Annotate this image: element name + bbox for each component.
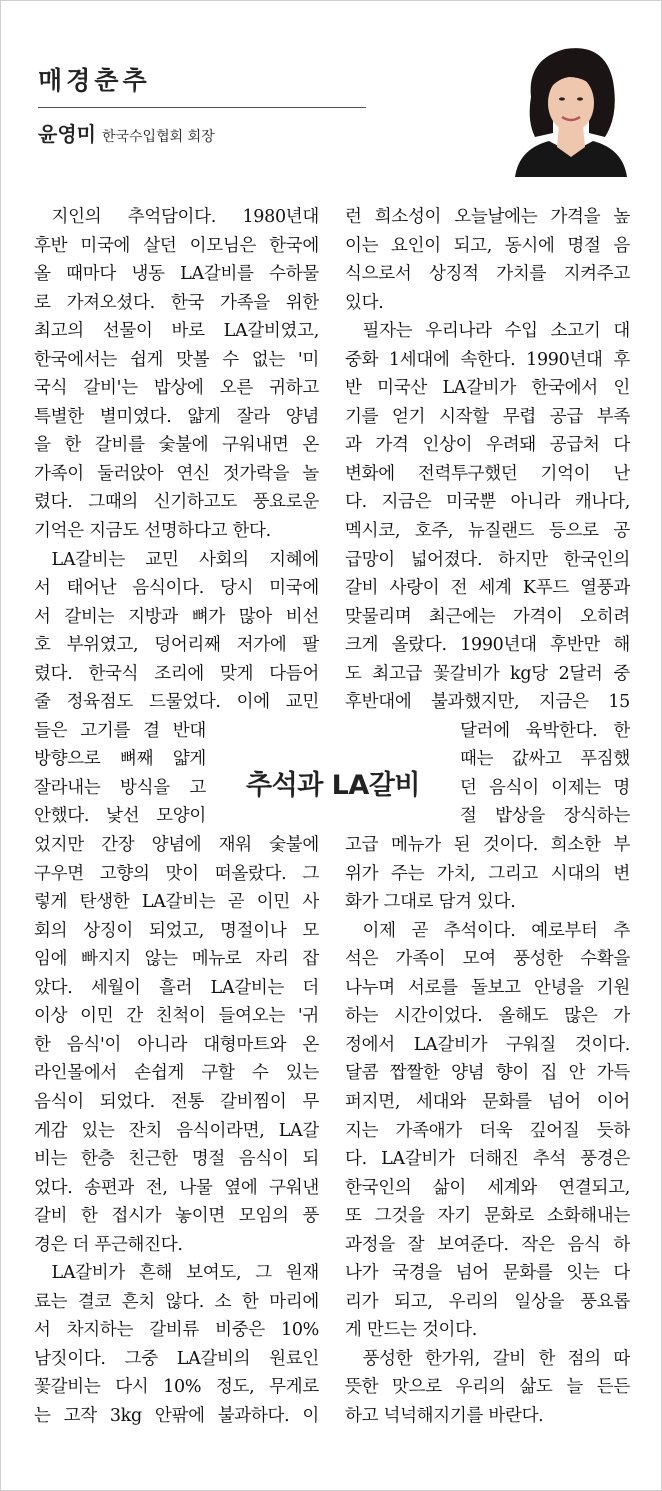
- article-line: 또 그것을 자기 문화로 소화해내는: [345, 1206, 630, 1227]
- article-line: 방향으로 뼈째 얇게: [34, 749, 206, 770]
- article-line: 국식 갈비'는 밥상에 오른 귀하고: [34, 378, 319, 399]
- portrait-eye-right: [577, 97, 583, 100]
- article-line: 라인몰에서 손쉽게 구할 수 있는: [34, 1063, 319, 1084]
- article-line: 있다.: [345, 292, 384, 313]
- article-line: 었다. 송편과 전, 나물 옆에 구워낸: [34, 1177, 319, 1198]
- article-line: 석은 가족이 모여 풍성한 수확을: [345, 949, 630, 970]
- article-line: 변화에 전력투구했던 기억이 난: [345, 463, 630, 484]
- article-line: 서 갈비는 지방과 뼈가 많아 비선: [34, 606, 319, 627]
- article-line: 았다. 세월이 흘러 LA갈비는 더: [34, 977, 319, 998]
- article-line: 나가 국경을 넘어 문화를 잇는 다: [345, 1263, 630, 1284]
- article-line: 달러에 육박한다. 한: [460, 720, 630, 741]
- article-line: 도 최고급 꽃갈비가 kg당 2달러 중: [345, 663, 630, 684]
- article-line: 리가 되고, 우리의 일상을 풍요롭: [345, 1291, 630, 1312]
- article-line: 비는 한층 친근한 명절 음식이 되: [34, 1149, 319, 1170]
- article-line: 때는 값싸고 푸짐했: [460, 749, 630, 770]
- article-line: 후반대에 불과했지만, 지금은 15: [345, 692, 630, 713]
- article-line: 특별한 별미였다. 얇게 잘라 양념: [34, 406, 319, 427]
- article-line: 급망이 넓어졌다. 하지만 한국인의: [345, 549, 630, 570]
- article-line: 기억은 지금도 선명하다고 한다.: [34, 521, 271, 542]
- article-line: 는 고작 3kg 안팎에 불과하다. 이: [34, 1405, 319, 1426]
- byline: [38, 118, 215, 147]
- article-line: 과정을 잘 보여준다. 작은 음식 하: [345, 1234, 630, 1255]
- article-line: 남짓이다. 그중 LA갈비의 원료인: [34, 1348, 319, 1369]
- article-line: 갈비 한 접시가 놓이면 모임의 풍: [34, 1206, 319, 1227]
- article-line: 게감 있는 잔치 음식이라면, LA갈: [34, 1120, 319, 1141]
- article-line: 중화 1세대에 속한다. 1990년대 후: [345, 349, 630, 370]
- article-line: 꽃갈비는 다시 10% 정도, 무게로: [34, 1377, 319, 1398]
- article-line: 반 미국산 LA갈비가 한국에서 인: [345, 378, 630, 399]
- article-column-right: [345, 203, 630, 1431]
- article-line: 크게 올랐다. 1990년대 후반만 해: [345, 635, 630, 656]
- article-line: 구우면 고향의 맛이 떠올랐다. 그: [34, 863, 319, 884]
- article-line: 고급 메뉴가 된 것이다. 희소한 부: [345, 835, 630, 856]
- article-line: 서 태어난 음식이다. 당시 미국에: [34, 578, 319, 599]
- article-line: 렸다. 그때의 신기하고도 풍요로운: [34, 492, 319, 513]
- article-column-left: [34, 203, 319, 1431]
- article-line: 기를 얻기 시작할 무렵 공급 부족: [345, 406, 630, 427]
- article-line: 들은 고기를 결 반대: [34, 720, 206, 741]
- article-line: 식으로서 상징적 가치를 지켜주고: [345, 264, 630, 285]
- article-line: 로 가져오셨다. 한국 가족을 위한: [34, 292, 319, 313]
- article-line: 이제 곧 추석이다. 예로부터 추: [362, 920, 630, 941]
- article-line: 하고 넉넉해지기를 바란다.: [345, 1405, 544, 1426]
- article-line: 회의 상징이 되었고, 명절이나 모: [34, 920, 319, 941]
- article-line: 임에 빠지지 않는 메뉴로 자리 잡: [34, 949, 319, 970]
- article-line: 한국에서는 쉽게 맛볼 수 없는 '미: [34, 349, 319, 370]
- article-line: 료는 결코 흔치 않다. 소 한 마리에: [34, 1291, 319, 1312]
- article-line: LA갈비가 흔해 보여도, 그 원재: [51, 1263, 319, 1284]
- column-title: 매경춘추: [38, 66, 151, 95]
- author-name: 윤영미: [38, 122, 96, 146]
- article-line: 화가 그대로 담겨 있다.: [345, 892, 516, 913]
- article-line: 잘라내는 방식을 고: [34, 777, 206, 798]
- article-line: 갈비 사랑이 전 세계 K푸드 열풍과: [345, 578, 630, 599]
- article-line: 멕시코, 호주, 뉴질랜드 등으로 공: [345, 521, 630, 542]
- article-line: 지인의 추억담이다. 1980년대: [51, 207, 319, 227]
- article-line: 절 밥상을 장식하는: [460, 806, 630, 827]
- article-line: 렸다. 한국식 조리에 맞게 다듬어: [34, 663, 319, 684]
- article-line: 호 부위였고, 덩어리째 저가에 팔: [34, 635, 319, 656]
- article-line: 다. 지금은 미국뿐 아니라 캐나다,: [345, 492, 630, 513]
- article-line: 한 음식'이 아니라 대형마트와 온: [34, 1034, 319, 1055]
- article-line: 안했다. 낯선 모양이: [34, 806, 206, 827]
- article-line: 런 희소성이 오늘날에는 가격을 높: [345, 207, 630, 227]
- article-line: 가족이 둘러앉아 연신 젓가락을 놀: [34, 463, 319, 484]
- article-line: 었지만 간장 양념에 재워 숯불에: [34, 835, 319, 856]
- article-line: 하는 시간이었다. 올해도 많은 가: [345, 1006, 630, 1027]
- article-line: 렇게 탄생한 LA갈비는 곧 이민 사: [34, 892, 319, 913]
- article-line: 한국인의 삶이 세계와 연결되고,: [345, 1177, 630, 1198]
- article-line: 경은 더 푸근해진다.: [34, 1234, 183, 1255]
- article-line: 필자는 우리나라 수입 소고기 대: [362, 321, 630, 342]
- article-line: 을 한 갈비를 숯불에 구워내면 온: [34, 435, 319, 456]
- article-line: 서 차지하는 갈비류 비중은 10%: [34, 1320, 319, 1341]
- article-line: 과 가격 인상이 우려돼 공급처 다: [345, 435, 630, 456]
- article-line: 뜻한 맛으로 우리의 삶도 늘 든든: [345, 1377, 630, 1398]
- article-line: 위가 주는 가치, 그리고 시대의 변: [345, 863, 630, 884]
- title-divider: [38, 107, 366, 108]
- article-line: 맞물리며 최근에는 가격이 오히려: [345, 606, 630, 627]
- article-line: 지는 가족애가 더욱 깊어질 듯하: [345, 1120, 630, 1141]
- article-line: 달콤 짭짤한 양념 향이 집 안 가득: [345, 1063, 630, 1084]
- portrait-eye-left: [559, 97, 565, 100]
- article-headline: 추석과 LA갈비: [246, 770, 420, 801]
- article-line: 후반 미국에 살던 이모님은 한국에: [34, 235, 319, 256]
- article-line: 풍성한 한가위, 갈비 한 점의 따: [362, 1348, 630, 1369]
- author-title: 한국수입협회 회장: [101, 129, 215, 145]
- article-line: 정에서 LA갈비가 구워질 것이다.: [345, 1034, 630, 1055]
- article-line: 나누며 서로를 돌보고 안녕을 기원: [345, 977, 630, 998]
- article-line: 게 만드는 것이다.: [345, 1320, 478, 1341]
- article-line: 다. LA갈비가 더해진 추석 풍경은: [345, 1149, 630, 1170]
- article-line: 음식이 되었다. 전통 갈비찜이 무: [34, 1091, 319, 1112]
- article-line: 올 때마다 냉동 LA갈비를 수하물: [34, 264, 319, 285]
- article-line: LA갈비는 교민 사회의 지혜에: [51, 549, 319, 570]
- article-line: 퍼지면, 세대와 문화를 넘어 이어: [345, 1091, 630, 1112]
- article-line: 던 음식이 이제는 명: [460, 777, 630, 798]
- article-line: 줄 정육점도 드물었다. 이에 교민: [34, 692, 319, 713]
- article-line: 이는 요인이 되고, 동시에 명절 음: [345, 235, 630, 256]
- article-line: 최고의 선물이 바로 LA갈비였고,: [34, 321, 319, 342]
- article-line: 이상 이민 간 친척이 들여오는 '귀: [34, 1006, 319, 1027]
- author-portrait: [509, 37, 633, 177]
